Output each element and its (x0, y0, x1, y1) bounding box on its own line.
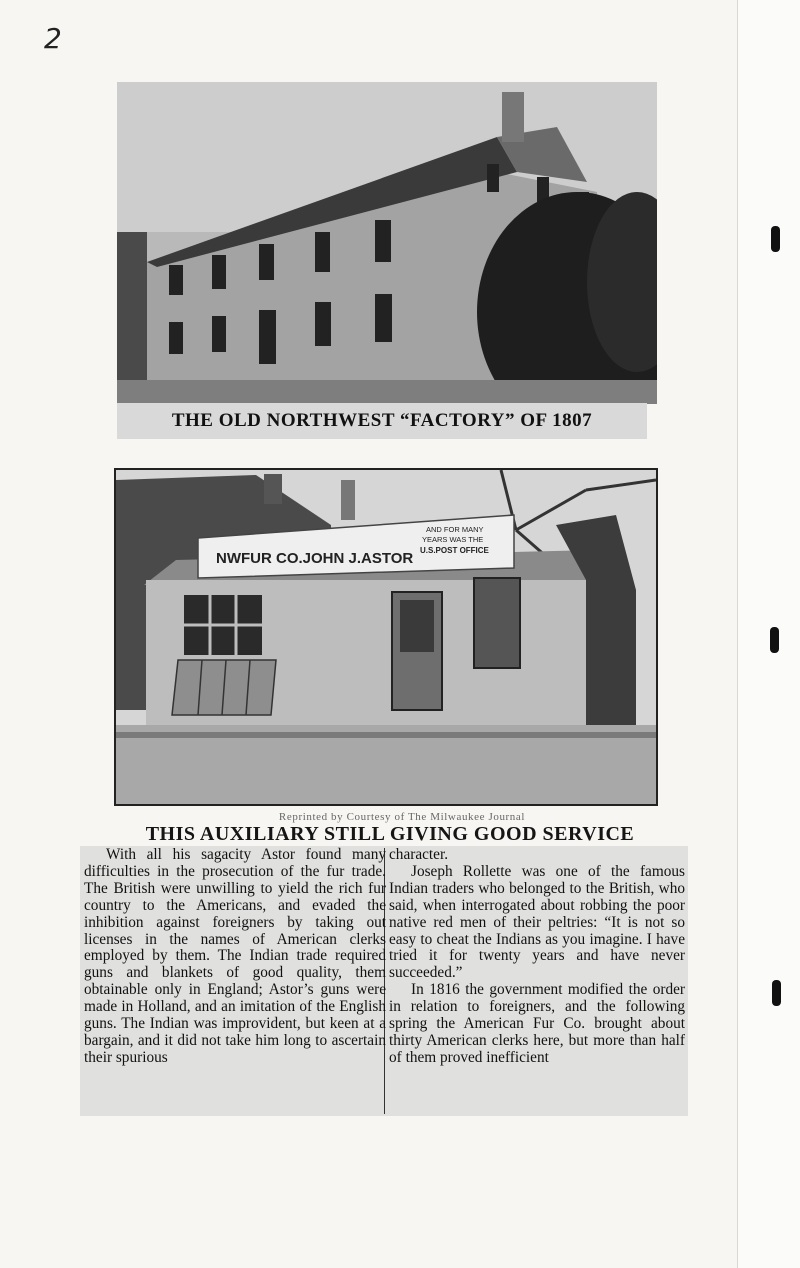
factory-photo (117, 82, 657, 404)
page-right-margin (737, 0, 800, 1268)
article-column-1 (84, 847, 386, 1067)
photo-caption-band (117, 403, 647, 439)
sign-side-text-2: YEARS WAS THE (422, 535, 484, 544)
article-paragraph: Joseph Rollette was one of the famous Indian traders who belonged to the British, who said, when interrogated about robbing the poor native red men of their peltries: “It is not so easy to cheat the Indians as you imagine. I have tried it for twenty years and have never succeeded.” (389, 862, 685, 982)
article-headline: THIS AUXILIARY STILL GIVING GOOD SERVICE (145, 823, 635, 845)
article-paragraph: With all his sagacity Astor found many difficulties in the prosecution of the fur trade. The British were unwilling to yield the rich fur country to the Americans, and evaded the inhibition against foreigners by taking out licenses in the names of American clerks employed by them. The Indian trade required guns and blankets of good quality, them obtainable only in England; Astor’s guns were made in Holland, and an imitation of the English guns. The Indian was improvident, but keen at a bargain, and it did not take him long to ascertain their spurious (84, 846, 386, 1066)
article-paragraph: In 1816 the government modified the order in relation to foreigners, and the following spring the American Fur Co. brought about thirty American clerks here, but more than half of them proved inefficient (389, 981, 685, 1066)
article-paragraph: character. (389, 846, 449, 863)
photo-caption: THE OLD NORTHWEST “FACTORY” OF 1807 (171, 410, 593, 431)
photo-credit: Reprinted by Courtesy of The Milwaukee Journal (278, 811, 526, 823)
sign-main-text: NWFUR CO.JOHN J.ASTOR (216, 550, 414, 567)
binder-hole (771, 226, 780, 252)
fur-company-photo (114, 468, 658, 806)
binder-hole (770, 627, 779, 653)
article-column-2 (389, 847, 685, 1067)
sign-side-text-1: AND FOR MANY (426, 525, 484, 534)
binder-hole (772, 980, 781, 1006)
page-number: 2 (44, 22, 62, 55)
sign-side-text-3: U.S.POST OFFICE (420, 546, 489, 555)
